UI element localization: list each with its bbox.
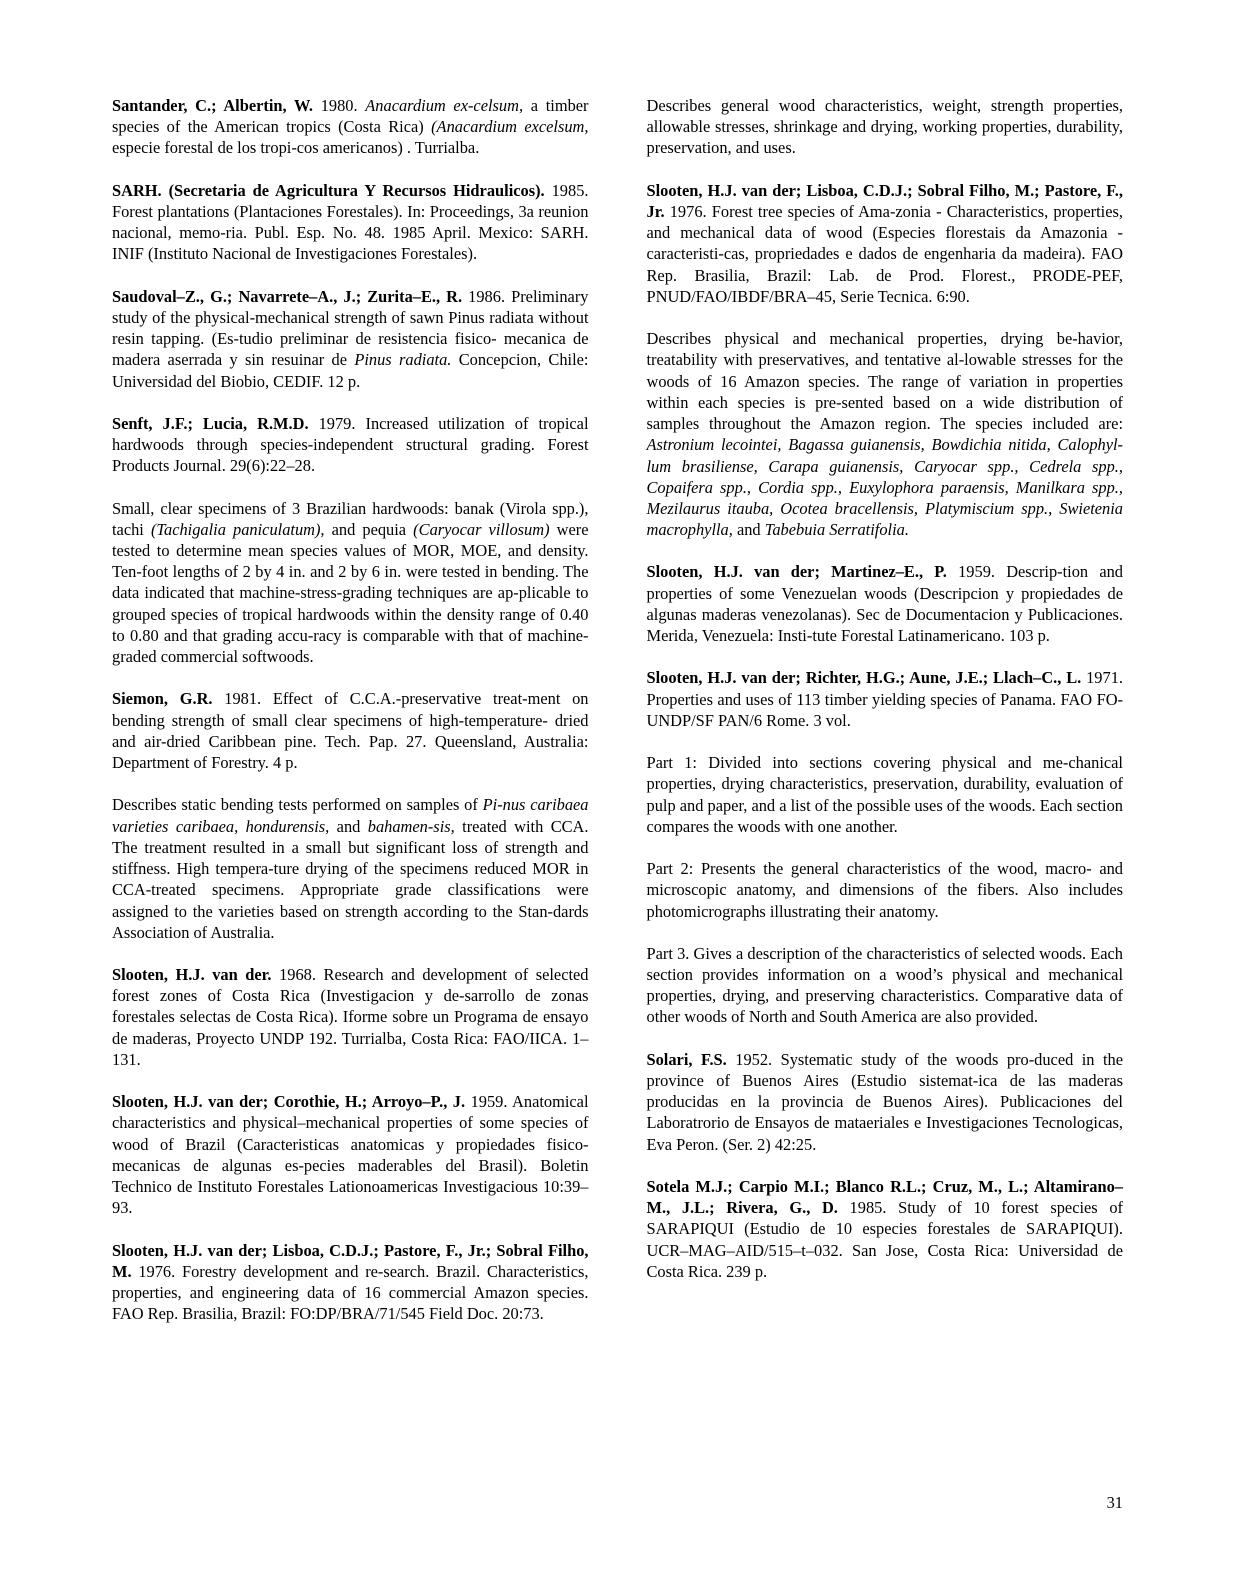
annotation-paragraph: Part 3. Gives a description of the characteristics of selected woods. Each section provides information on a wood’s physical and mechanical properties, drying, and preserving characteristics. Comparative data of other woods of North and South America are also provided. [646,943,1123,1027]
annotation-paragraph: Describes static bending tests performed on samples of Pi-nus caribaea varieties caribaea, hondurensis, and bahamen-sis, treated with CCA. The treatment resulted in a small but significant loss of strength and stiffness. High tempera-ture drying of the specimens reduced MOR in CCA-treated specimens. Appropriate grade classifications were assigned to the varieties based on strength according to the Stan-dards Association of Australia. [112,795,589,942]
right-column [647,95,1124,1282]
bibliography-entry: Slooten, H.J. van der; Martinez–E., P. 1959. Descrip-tion and properties of some Venezuelan woods (Descripcion y propiedades de algunas maderas venezolanas). Sec de Documentacion y Publicaciones. Merida, Venezuela: Insti-tute Forestal Latinamericano. 103 p. [646,562,1123,646]
bibliography-entry: Sotela M.J.; Carpio M.I.; Blanco R.L.; Cruz, M., L.; Altamirano–M., J.L.; Rivera, G., D. 1985. Study of 10 forest species of SARAPIQUI (Estudio de 10 especies forestales de SARAPIQUI). UCR–MAG–AID/515–t–032. San Jose, Costa Rica: Universidad de Costa Rica. 239 p. [646,1176,1123,1281]
bibliography-entry: Solari, F.S. 1952. Systematic study of the woods pro-duced in the province of Buenos Aires (Estudio sistemat-ica de las maderas producidas en la provincia de Buenos Aires). Publicaciones del Laboratrorio de Ensayos de mataeriales e Investigaciones Tecnologicas, Eva Peron. (Ser. 2) 42:25. [646,1049,1123,1154]
bibliography-entry: Slooten, H.J. van der; Corothie, H.; Arroyo–P., J. 1959. Anatomical characteristics and physical–mechanical properties of some species of wood of Brazil (Caracteristicas anatomicas y propiedades fisico-mecanicas de algunas es-pecies maderables del Brasil). Boletin Technico de Instituto Forestales Lationoamericas Investigacious 10:39–93. [112,1092,589,1218]
bibliography-entry: Senft, J.F.; Lucia, R.M.D. 1979. Increased utilization of tropical hardwoods through species-independent structural grading. Forest Products Journal. 29(6):22–28. [112,413,589,476]
left-column [112,95,589,1324]
bibliography-entry: Slooten, H.J. van der. 1968. Research and development of selected forest zones of Costa Rica (Investigacion y de-sarrollo de zonas forestales selectas de Costa Rica). Iforme sobre un Programa de ensayo de maderas, Proyecto UNDP 192. Turrialba, Costa Rica: FAO/IICA. 1–131. [112,964,589,1069]
page-number: 31 [1106,1493,1123,1512]
bibliography-entry: Slooten, H.J. van der; Richter, H.G.; Aune, J.E.; Llach–C., L. 1971. Properties and uses of 113 timber yielding species of Panama. FAO FO-UNDP/SF PAN/6 Rome. 3 vol. [646,668,1123,730]
bibliography-entry: SARH. (Secretaria de Agricultura Y Recursos Hidraulicos). 1985. Forest plantations (Plantaciones Forestales). In: Proceedings, 3a reunion nacional, memo-ria. Publ. Esp. No. 48. 1985 April. Mexico: SARH. INIF (Instituto Nacional de Investigaciones Forestales). [112,180,589,264]
two-column-layout [112,95,1123,1324]
bibliography-entry: Siemon, G.R. 1981. Effect of C.C.A.-preservative treat-ment on bending strength of small clear specimens of high-temperature- dried and air-dried Caribbean pine. Tech. Pap. 27. Queensland, Australia: Department of Forestry. 4 p. [112,689,589,773]
annotation-paragraph: Describes physical and mechanical properties, drying be-havior, treatability with preservatives, and tentative al-lowable stresses for the woods of 16 Amazon species. The range of variation in properties within each species is pre-sented based on a wide distribution of samples throughout the Amazon region. The species included are: Astronium lecointei, Bagassa guianensis, Bowdichia nitida, Calophyl-lum brasiliense, Carapa guianensis, Caryocar spp., Cedrela spp., Copaifera spp., Cordia spp., Euxylophora paraensis, Manilkara spp., Mezilaurus itauba, Ocotea bracellensis, Platymiscium spp., Swietenia macrophylla, and Tabebuia Serratifolia. [646,329,1123,540]
annotation-paragraph: Describes general wood characteristics, weight, strength properties, allowable stresses, shrinkage and drying, working properties, durability, preservation, and uses. [646,96,1123,158]
bibliography-entry: Santander, C.; Albertin, W. 1980. Anacardium ex-celsum, a timber species of the American tropics (Costa Rica) (Anacardium excelsum, especie forestal de los tropi-cos americanos) . Turrialba. [112,96,589,158]
annotation-paragraph: Small, clear specimens of 3 Brazilian hardwoods: banak (Virola spp.), tachi (Tachigalia paniculatum), and pequia (Caryocar villosum) were tested to determine mean species values of MOR, MOE, and density. Ten-foot lengths of 2 by 4 in. and 2 by 6 in. were tested in bending. The data indicated that machine-stress-grading techniques are ap-plicable to grouped species of tropical hardwoods within the density range of 0.40 to 0.80 and that grading accu-racy is comparable with that of machine-graded commercial softwoods. [112,498,589,667]
bibliography-entry: Slooten, H.J. van der; Lisboa, C.D.J.; Sobral Filho, M.; Pastore, F., Jr. 1976. Forest tree species of Ama-zonia - Characteristics, properties, and mechanical data of wood (Especies florestais da Amazonia - caracteristi-cas, propriedades e dados de engenharia da madeira). FAO Rep. Brasilia, Brazil: Lab. de Prod. Florest., PRODE-PEF, PNUD/FAO/IBDF/BRA–45, Serie Tecnica. 6:90. [646,180,1123,306]
bibliography-entry: Slooten, H.J. van der; Lisboa, C.D.J.; Pastore, F., Jr.; Sobral Filho, M. 1976. Forestry development and re-search. Brazil. Characteristics, properties, and engineering data of 16 commercial Amazon species. FAO Rep. Brasilia, Brazil: FO:DP/BRA/71/545 Field Doc. 20:73. [112,1240,589,1324]
bibliography-entry: Saudoval–Z., G.; Navarrete–A., J.; Zurita–E., R. 1986. Preliminary study of the physical-mechanical strength of sawn Pinus radiata without resin tapping. (Es-tudio preliminar de resistencia fisico- mecanica de madera aserrada y sin resuinar de Pinus radiata. Concepcion, Chile: Universidad del Biobio, CEDIF. 12 p. [112,286,589,391]
annotation-paragraph: Part 1: Divided into sections covering physical and me-chanical properties, drying characteristics, preservation, durability, evaluation of pulp and paper, and a list of the possible uses of the woods. Each section compares the woods with one another. [646,753,1123,836]
annotation-paragraph: Part 2: Presents the general characteristics of the wood, macro- and microscopic anatomy, and dimensions of the fibers. Also includes photomicrographs illustrating their anatomy. [646,859,1123,921]
